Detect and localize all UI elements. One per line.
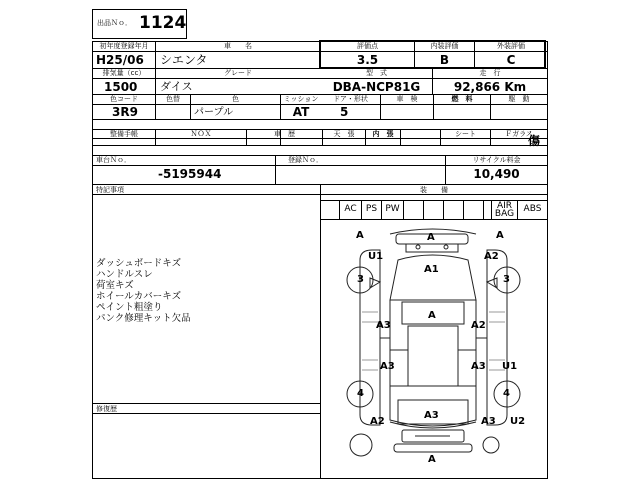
- car-name-value: シエンタ: [160, 53, 208, 67]
- color-value: パープル: [194, 107, 234, 118]
- damage-rear-bumper: A: [428, 454, 436, 465]
- remark-line: パンク修理キット欠品: [96, 313, 191, 324]
- maintenance-book-label: 整備手帳: [110, 130, 138, 138]
- damage-front-right: A: [496, 230, 504, 241]
- exterior-grade-value: C: [506, 53, 516, 67]
- equipment-slot: [404, 201, 424, 220]
- equipment-abs: ABS: [523, 204, 542, 214]
- equipment-label: 装 備: [420, 186, 448, 194]
- door-shape-value: 5: [340, 105, 349, 119]
- damage-door-rr: A3: [471, 361, 486, 372]
- score-label: 評価点: [357, 42, 378, 50]
- mileage-label: 走 行: [479, 69, 501, 77]
- transmission-value: AT: [292, 105, 310, 119]
- damage-trunk: A3: [424, 410, 439, 421]
- repair-history-label: 修復歴: [96, 405, 117, 413]
- interior-trim-label: 内 張: [372, 130, 394, 138]
- first-registration-value: H25/06: [96, 53, 144, 67]
- interior-grade-label: 内装評価: [430, 42, 459, 50]
- equipment-slot: [484, 201, 492, 220]
- remark-line: ダッシュボードキズ: [96, 258, 182, 269]
- equipment-slot: [424, 201, 444, 220]
- fuel-label: 燃 料: [451, 95, 473, 103]
- inspection-label: 車 検: [396, 95, 418, 103]
- equipment-row: [320, 200, 547, 220]
- first-registration-label: 初年度登録年月: [99, 42, 149, 50]
- damage-rear-left: A2: [370, 416, 385, 427]
- equipment-pw: PW: [382, 201, 404, 220]
- grade-value: ダイス: [160, 80, 193, 93]
- seat-label: シート: [455, 130, 476, 138]
- lot-number: 1124: [139, 13, 187, 33]
- color-change-label: 色替: [166, 95, 180, 103]
- damage-door-lr: A3: [380, 361, 395, 372]
- equipment-airbag: AIR BAG: [492, 201, 518, 220]
- remark-line: ホイールカバーキズ: [96, 291, 182, 302]
- equipment-slot: [444, 201, 464, 220]
- recycle-fee-label: リサイクル料金: [472, 156, 521, 164]
- damage-u2: U2: [510, 416, 526, 427]
- equipment-ac: AC: [340, 201, 362, 220]
- headliner-label: 天 張: [333, 130, 355, 138]
- damage-u1-right: U1: [502, 361, 518, 372]
- mileage-value: 92,866 Km: [453, 80, 527, 94]
- remarks-label: 特記事項: [96, 186, 124, 194]
- damage-front-left: A: [356, 230, 364, 241]
- lot-number-label: 出品Ｎｏ．: [97, 19, 132, 27]
- damage-door-lf: A3: [376, 320, 391, 331]
- chassis-number-label: 車台Ｎｏ．: [96, 156, 131, 164]
- grade-label: グレード: [224, 69, 252, 77]
- damage-front-right-fender: A2: [484, 251, 499, 262]
- door-shape-label: ドア・形状: [333, 95, 368, 103]
- nox-label: ＮＯＸ: [190, 130, 212, 138]
- color-code-value: 3R9: [112, 105, 138, 119]
- damage-front-top: A: [427, 232, 435, 243]
- damage-roof: A: [428, 310, 436, 321]
- chassis-number-value: -5195944: [158, 167, 222, 181]
- equipment-slot: [320, 201, 340, 220]
- interior-grade-value: B: [439, 53, 450, 67]
- remark-line: 荷室キズ: [96, 280, 134, 291]
- equipment-slot: [464, 201, 484, 220]
- equipment-ps: PS: [362, 201, 382, 220]
- model-code-value: DBA-NCP81G: [332, 80, 421, 94]
- color-label: 色: [232, 95, 239, 103]
- model-code-label: 型 式: [366, 69, 387, 77]
- damage-wheel-lf: 3: [357, 274, 364, 285]
- recycle-fee-value: 10,490: [473, 167, 520, 181]
- car-history-label: 車 歴: [274, 130, 295, 138]
- car-damage-diagram: [320, 220, 547, 478]
- score-value: 3.5: [356, 53, 379, 67]
- displacement-value: 1500: [104, 80, 138, 94]
- exterior-grade-label: 外装評価: [497, 42, 525, 50]
- car-name-label: 車 名: [224, 42, 252, 50]
- registration-number-label: 登録Ｎｏ．: [288, 156, 323, 164]
- damage-hood: A1: [424, 264, 439, 275]
- damage-wheel-rr: 4: [503, 388, 510, 399]
- damage-wheel-rf: 3: [503, 274, 510, 285]
- windshield-value: 傷: [528, 134, 541, 148]
- transmission-label: ミッション: [283, 95, 319, 103]
- windshield-label: Ｆガラス: [505, 130, 533, 138]
- damage-wheel-lr: 4: [357, 388, 364, 399]
- damage-door-rf: A2: [471, 320, 486, 331]
- damage-rear-right: A3: [481, 416, 496, 427]
- remark-line: ペイント粗塗り: [96, 302, 163, 313]
- displacement-label: 排気量（cc）: [102, 69, 146, 77]
- color-code-label: 色コード: [110, 95, 138, 103]
- remark-line: ハンドルスレ: [96, 269, 153, 280]
- drive-label: 駆 動: [508, 95, 530, 103]
- damage-u1-left: U1: [368, 251, 384, 262]
